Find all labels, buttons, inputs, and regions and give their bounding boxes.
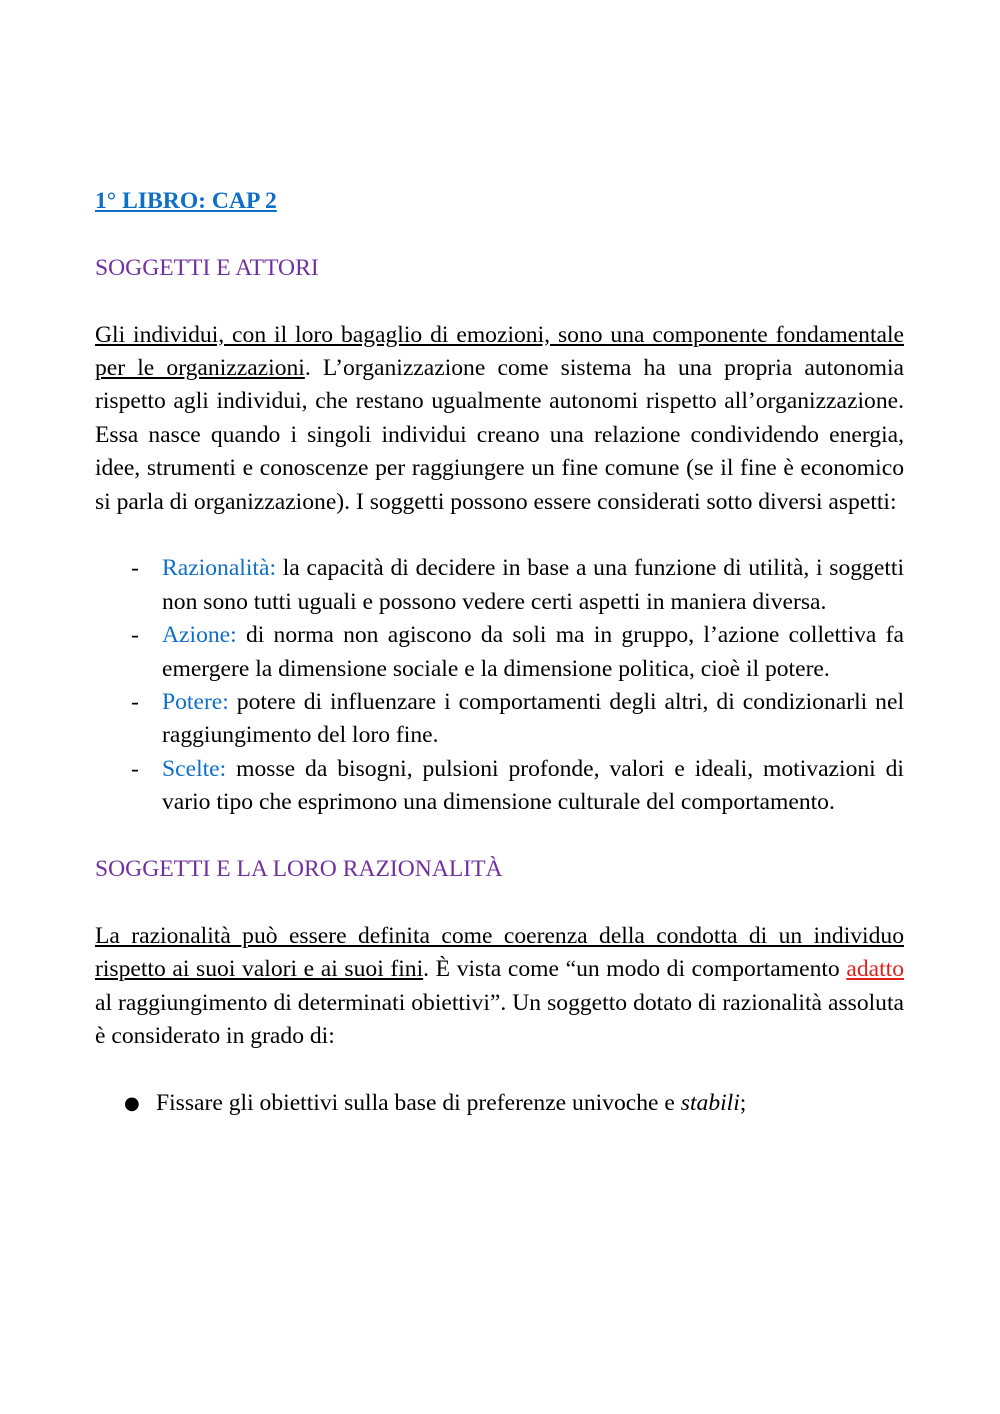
list-item-obiettivi	[95, 1087, 904, 1120]
term-text: mosse da bisogni, pulsioni profonde, valori e ideali, motivazioni di vario tipo che esprimono una dimensione culturale del comportamento.	[162, 755, 904, 816]
underlined-text: Gli individui, con il loro bagaglio di emozioni, sono una componente fondamentale per le organizzazioni	[95, 321, 904, 381]
term-text: la capacità di decidere in base a una funzione di utilità, i soggetti non sono tutti uguali e possono vedere certi aspetti in maniera diversa.	[162, 555, 904, 615]
list-item-razionalita	[95, 552, 904, 619]
spacer	[95, 285, 904, 318]
italic-word: stabili	[680, 1089, 740, 1116]
dash-marker: -	[131, 555, 139, 582]
chapter-heading: 1° LIBRO: CAP 2	[95, 188, 277, 214]
paragraph-text: . L’organizzazione come sistema ha una propria autonomia rispetto agli individui, che restano ugualmente autonomi rispetto all’organizzazione. Essa nasce quando i singoli individui creano una relazione condividendo energia, idee, strumenti e conoscenze per raggiungere un fine comune (se il fine è economico si parla di organizzazione). I soggetti possono essere considerati sotto diversi aspetti:	[95, 355, 904, 515]
highlighted-word: adatto	[846, 956, 904, 983]
underlined-text: La razionalità può essere definita come coerenza della condotta di un individuo rispetto ai suoi valori e ai suoi fini	[95, 922, 904, 983]
dash-marker: -	[131, 755, 139, 782]
capabilities-list	[95, 1087, 904, 1120]
term-label: Potere:	[162, 689, 229, 716]
spacer	[95, 519, 904, 552]
section-title-razionalita: SOGGETTI E LA LORO RAZIONALITÀ	[95, 856, 503, 883]
spacer	[95, 820, 904, 853]
document-page	[95, 185, 904, 1120]
paragraph-text: . È vista come “un modo di comportamento	[423, 956, 847, 983]
term-label: Razionalità:	[162, 555, 276, 582]
bullet-text-end: ;	[739, 1089, 747, 1116]
paragraph-razionalita	[95, 920, 904, 1054]
term-text: di norma non agiscono da soli ma in gruppo, l’azione collettiva fa emergere la dimensione sociale e la dimensione politica, cioè il potere.	[162, 622, 904, 682]
paragraph-intro	[95, 319, 904, 519]
term-label: Scelte:	[162, 755, 227, 782]
list-item-potere	[95, 686, 904, 753]
spacer	[95, 218, 904, 251]
term-label: Azione:	[162, 622, 237, 649]
dash-marker: -	[131, 689, 139, 716]
term-text: potere di influenzare i comportamenti degli altri, di condizionarli nel raggiungimento del loro fine.	[162, 689, 904, 749]
aspects-list	[95, 552, 904, 819]
spacer	[95, 1053, 904, 1086]
bullet-marker: ●	[124, 1092, 140, 1114]
bullet-text: Fissare gli obiettivi sulla base di preferenze univoche e	[156, 1089, 681, 1116]
paragraph-text-end: al raggiungimento di determinati obiettivi”. Un soggetto dotato di razionalità assoluta è considerato in grado di:	[95, 989, 904, 1050]
section-title-soggetti-attori: SOGGETTI E ATTORI	[95, 254, 319, 281]
dash-marker: -	[131, 622, 139, 649]
spacer	[95, 886, 904, 919]
list-item-azione	[95, 619, 904, 686]
list-item-scelte	[95, 753, 904, 820]
